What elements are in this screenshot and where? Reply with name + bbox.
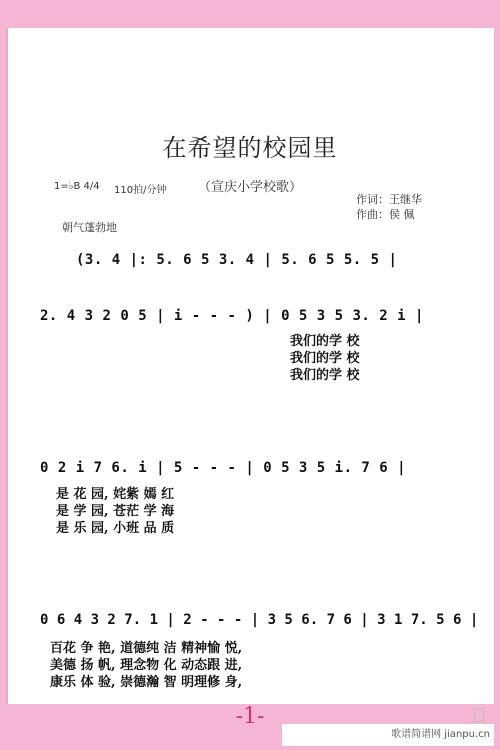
lyric-verse-1: 是 花 园, 姹紫 嫣 红	[56, 487, 175, 502]
lyrics-block-2	[290, 333, 360, 384]
composer: 作曲：侯 佩	[356, 208, 415, 221]
notation-line-1: (3. 4 |: 5. 6 5 3. 4 | 5. 6 5 5. 5 |	[76, 252, 398, 268]
notation-line-2: 2. 4 3 2 0 5 | i - - - ) | 0 5 3 5 3. 2 i |	[40, 308, 424, 324]
lyric-verse-3: 是 乐 园, 小班 品 质	[56, 521, 175, 536]
site-watermark: 歌谱简谱网 jianpu.cn	[391, 729, 490, 740]
lyric-verse-2: 是 学 园, 苍茫 学 海	[56, 504, 175, 519]
lyric-verse-1: 百花 争 艳, 道德纯 洁 精神愉 悦,	[50, 641, 243, 656]
lyric-verse-2: 我们的学 校	[290, 351, 360, 366]
key-signature: 1=♭B 4/4	[54, 181, 100, 192]
credits	[356, 192, 422, 222]
expression-marking: 朝气蓬勃地	[62, 221, 117, 234]
lyric-verse-1: 我们的学 校	[290, 334, 360, 349]
notation-line-4: 0 6 4 3 2 7. 1 | 2 - - - | 3 5 6. 7 6 | 3 1 7. 5 6 |	[40, 612, 479, 628]
song-title: 在希望的校园里	[162, 134, 338, 162]
lyricist: 作词：王继华	[356, 193, 422, 206]
lyrics-block-4	[50, 640, 242, 691]
tempo-marking: 110拍/分钟	[114, 185, 167, 196]
score-sheet	[6, 28, 494, 704]
lyric-verse-3: 康乐 体 验, 崇德瀚 智 明理修 身,	[50, 675, 243, 690]
page-number: -1-	[235, 704, 265, 729]
song-subtitle: （宣庆小学校歌）	[197, 180, 302, 195]
notation-line-3: 0 2 i 7 6. i | 5 - - - | 0 5 3 5 i. 7 6 |	[40, 460, 407, 476]
lyric-verse-3: 我们的学 校	[290, 368, 360, 383]
lyrics-block-3	[56, 486, 174, 537]
lyric-verse-2: 美德 扬 帆, 理念物 化 动态跟 进,	[50, 658, 243, 673]
